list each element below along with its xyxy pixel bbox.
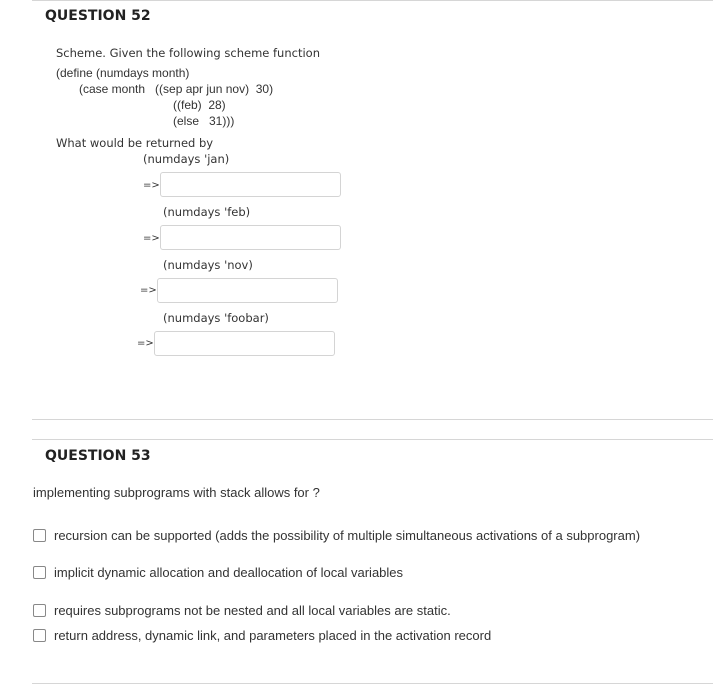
checkbox[interactable]: [33, 566, 46, 579]
call-foobar: (numdays 'foobar): [163, 311, 269, 325]
question-53-bottom-divider: [32, 683, 713, 684]
question-52-prompt: What would be returned by: [56, 136, 214, 150]
question-52-bottom-divider: [32, 419, 713, 420]
code-line-2: (case month ((sep apr jun nov) 30): [79, 82, 274, 96]
option-implicit-allocation[interactable]: [33, 565, 403, 580]
answer-input-jan[interactable]: [160, 172, 341, 197]
option-label: requires subprograms not be nested and all local variables are static.: [54, 603, 451, 618]
code-line-1: (define (numdays month): [56, 66, 190, 80]
call-feb: (numdays 'feb): [163, 205, 251, 219]
answer-input-feb[interactable]: [160, 225, 341, 250]
question-52-intro: Scheme. Given the following scheme function: [56, 46, 320, 60]
answer-input-nov[interactable]: [157, 278, 338, 303]
option-label: implicit dynamic allocation and deallocation of local variables: [54, 565, 404, 580]
option-return-address[interactable]: [33, 628, 491, 643]
question-53-prompt: implementing subprograms with stack allows for ?: [33, 485, 320, 500]
question-53-top-divider: [32, 439, 713, 440]
arrow-jan: =>: [143, 180, 160, 191]
top-divider: [32, 0, 713, 1]
arrow-nov: =>: [140, 285, 157, 296]
checkbox[interactable]: [33, 629, 46, 642]
code-line-3: ((feb) 28): [173, 98, 226, 112]
checkbox[interactable]: [33, 604, 46, 617]
call-jan: (numdays 'jan): [143, 152, 230, 166]
checkbox[interactable]: [33, 529, 46, 542]
arrow-foobar: =>: [137, 338, 154, 349]
code-line-4: (else 31))): [173, 114, 235, 128]
option-recursion[interactable]: [33, 528, 640, 543]
question-53-heading: QUESTION 53: [45, 448, 151, 464]
arrow-feb: =>: [143, 233, 160, 244]
option-label: return address, dynamic link, and parameters placed in the activation record: [54, 628, 492, 643]
question-52-heading: QUESTION 52: [45, 8, 151, 24]
answer-input-foobar[interactable]: [154, 331, 335, 356]
option-label: recursion can be supported (adds the possibility of multiple simultaneous activations of a subprogram): [54, 528, 641, 543]
option-requires-not-nested[interactable]: [33, 603, 451, 618]
call-nov: (numdays 'nov): [163, 258, 253, 272]
